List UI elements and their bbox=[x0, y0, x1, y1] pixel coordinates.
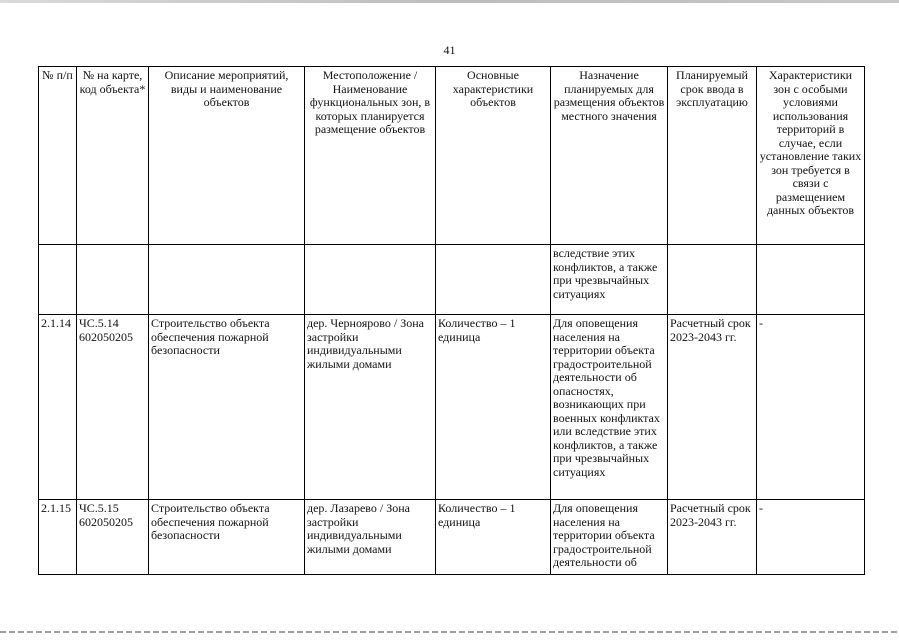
table-row-continuation bbox=[39, 245, 865, 315]
term-label: Расчетный срок bbox=[670, 501, 751, 515]
cell-zones: - bbox=[757, 500, 865, 575]
cell-characteristics: Количество – 1 единица bbox=[436, 315, 551, 500]
cell-number: 2.1.15 bbox=[39, 500, 77, 575]
term-label: Расчетный срок bbox=[670, 316, 751, 330]
column-header-location: Местоположение / Наименование функциональных зон, в которых планируется размещение объектов bbox=[305, 67, 436, 245]
column-header-zones: Характеристики зон с особыми условиями использования территорий в случае, если установление таких зон требуется в связи с размещением данных объектов bbox=[757, 67, 865, 245]
cell-description: Строительство объекта обеспечения пожарной безопасности bbox=[149, 500, 305, 575]
cell-description: Строительство объекта обеспечения пожарной безопасности bbox=[149, 315, 305, 500]
cell-term bbox=[668, 315, 757, 500]
cell-empty bbox=[757, 245, 865, 315]
term-years: 2023-2043 гг. bbox=[670, 329, 737, 344]
column-header-description: Описание мероприятий, виды и наименование объектов bbox=[149, 67, 305, 245]
cell-empty bbox=[668, 245, 757, 315]
cell-number: 2.1.14 bbox=[39, 315, 77, 500]
cell-map-code bbox=[77, 315, 149, 500]
table-header-row bbox=[39, 67, 865, 245]
planned-objects-table bbox=[38, 66, 865, 575]
cell-empty bbox=[149, 245, 305, 315]
table-row bbox=[39, 315, 865, 500]
column-header-term: Планируемый срок ввода в эксплуатацию bbox=[668, 67, 757, 245]
column-header-map-code: № на карте, код объекта* bbox=[77, 67, 149, 245]
cell-map-code bbox=[77, 500, 149, 575]
cell-empty bbox=[305, 245, 436, 315]
cell-empty bbox=[436, 245, 551, 315]
map-code: ЧС.5.14 bbox=[79, 316, 119, 330]
object-code: 602050205 bbox=[79, 329, 133, 344]
cell-purpose: вследствие этих конфликтов, а также при чрезвычайных ситуациях bbox=[551, 245, 668, 315]
column-header-number: № п/п bbox=[39, 67, 77, 245]
cell-term bbox=[668, 500, 757, 575]
cell-location: дер. Черноярово / Зона застройки индивидуальными жилыми домами bbox=[305, 315, 436, 500]
object-code: 602050205 bbox=[79, 514, 133, 529]
cell-empty bbox=[39, 245, 77, 315]
cell-purpose: Для оповещения населения на территории объекта градостроительной деятельности об опасностях, возникающих при военных конфликтах или вследствие этих конфликтов, а также при чрезвычайных ситуациях bbox=[551, 315, 668, 500]
scan-edge-bottom bbox=[0, 631, 899, 633]
cell-empty bbox=[77, 245, 149, 315]
term-years: 2023-2043 гг. bbox=[670, 514, 737, 529]
cell-zones: - bbox=[757, 315, 865, 500]
cell-purpose: Для оповещения населения на территории объекта градостроительной деятельности об bbox=[551, 500, 668, 575]
column-header-purpose: Назначение планируемых для размещения объектов местного значения bbox=[551, 67, 668, 245]
scan-edge-top bbox=[0, 0, 899, 3]
map-code: ЧС.5.15 bbox=[79, 501, 119, 515]
cell-characteristics: Количество – 1 единица bbox=[436, 500, 551, 575]
cell-location: дер. Лазарево / Зона застройки индивидуальными жилыми домами bbox=[305, 500, 436, 575]
page-number: 41 bbox=[443, 43, 456, 57]
table-row bbox=[39, 500, 865, 575]
column-header-characteristics: Основные характеристики объектов bbox=[436, 67, 551, 245]
